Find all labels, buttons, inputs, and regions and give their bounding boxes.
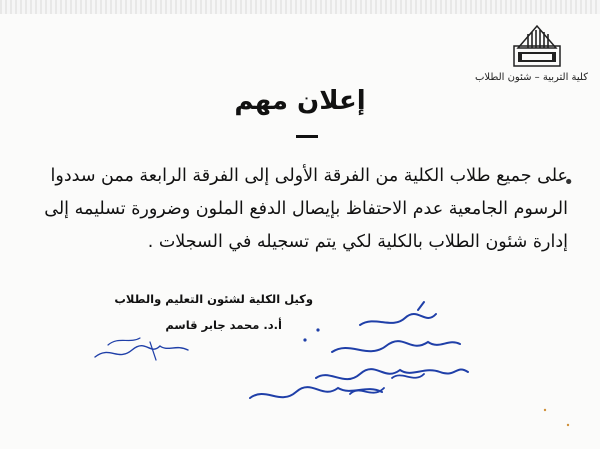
announcement-title: إعلان مهم bbox=[234, 86, 366, 116]
signatory-role: وكيل الكلية لشئون التعليم والطلاب bbox=[114, 292, 313, 306]
signatory-name: أ.د. محمد جابر قاسم bbox=[165, 318, 282, 332]
announcement-line: الرسوم الجامعية عدم الاحتفاظ بإيصال الدفع الملون وضرورة تسليمه إلى bbox=[44, 199, 568, 219]
announcement-line: إدارة شئون الطلاب بالكلية لكي يتم تسجيله في السجلات . bbox=[147, 232, 568, 252]
college-department-label: كلية التربية – شئون الطلاب bbox=[474, 72, 588, 83]
bullet-icon: • bbox=[563, 172, 574, 193]
announcement-line: على جميع طلاب الكلية من الفرقة الأولى إلى الفرقة الرابعة ممن سددوا bbox=[50, 166, 568, 186]
